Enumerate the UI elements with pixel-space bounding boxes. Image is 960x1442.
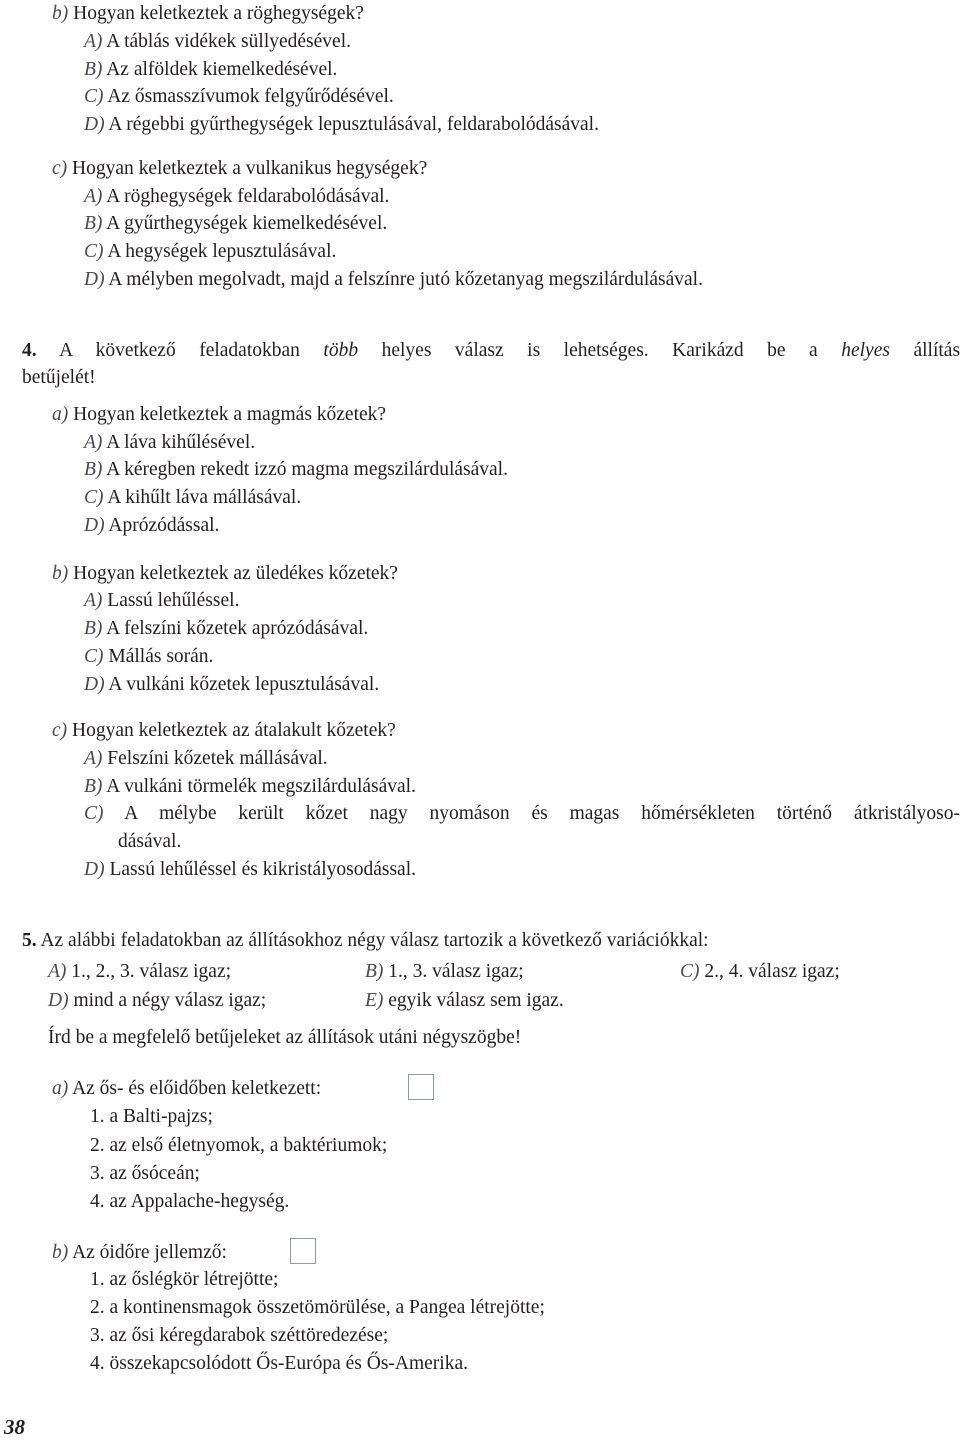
option-c-continuation: dásával. [118,831,182,852]
option-a[interactable]: A) A láva kihűlésével. [84,432,256,453]
sub-label: b) [52,563,69,584]
question-text: Hogyan keletkeztek a magmás kőzetek? [73,404,387,425]
option-a[interactable]: A) A táblás vidékek süllyedésével. [84,31,351,52]
question-4c [52,718,396,744]
option-a[interactable]: A) A röghegységek feldarabolódásával. [84,186,390,207]
list-item: 2. az első életnyomok, a baktériumok; [90,1135,388,1156]
question-number: 5. [22,930,37,951]
list-item: 1. az őslégkör létrejötte; [90,1269,279,1290]
list-item: 4. összekapcsolódott Ős-Európa és Ős-Amerika. [90,1353,468,1374]
sub-label: a) [52,1078,69,1099]
list-item: 4. az Appalache-hegység. [90,1191,290,1212]
sub-label: b) [52,3,69,24]
answer-key-e: E) egyik válasz sem igaz. [365,990,564,1011]
question-3c [52,156,427,182]
sub-label: c) [52,158,68,179]
question-text: Hogyan keletkeztek a vulkanikus hegységek? [72,158,428,179]
answer-key-b: B) 1., 3. válasz igaz; [365,961,524,982]
sub-label: a) [52,404,69,425]
option-c[interactable]: C) Mállás során. [84,646,214,667]
option-c[interactable]: C) A kihűlt láva mállásával. [84,487,302,508]
answer-key-c: C) 2., 4. válasz igaz; [680,961,840,982]
question-4-intro-line2: betűjelét! [22,367,96,388]
question-4-intro: 4. A következő feladatokban több helyes válasz is lehetséges. Karikázd be a helyes állítás [22,340,960,361]
option-a[interactable]: A) Lassú lehűléssel. [84,590,240,611]
option-d[interactable]: D) A vulkáni kőzetek lepusztulásával. [84,674,380,695]
question-text: Az ős- és előidőben keletkezett: [72,1078,322,1099]
option-b[interactable]: B) A felszíni kőzetek aprózódásával. [84,618,369,639]
option-c[interactable]: C) A mélybe került kőzet nagy nyomáson és magas hőmérsékleten történő átkristályoso- [84,803,960,824]
option-b[interactable]: B) A vulkáni törmelék megszilárdulásával. [84,776,416,797]
answer-key-a: A) 1., 2., 3. válasz igaz; [48,961,232,982]
question-text: Hogyan keletkeztek a röghegységek? [73,3,364,24]
answer-box-5a[interactable] [408,1074,434,1100]
option-d[interactable]: D) Lassú lehűléssel és kikristályosodással. [84,859,416,880]
option-b[interactable]: B) Az alföldek kiemelkedésével. [84,59,338,80]
question-text: Hogyan keletkeztek az üledékes kőzetek? [73,563,398,584]
option-d[interactable]: D) Aprózódással. [84,515,220,536]
question-text: Az óidőre jellemző: [72,1242,227,1263]
question-4b [52,561,398,587]
question-5-intro: 5. Az alábbi feladatokban az állításokhoz négy válasz tartozik a következő variációkkal: [22,930,709,951]
option-b[interactable]: B) A gyűrthegységek kiemelkedésével. [84,213,388,234]
answer-box-5b[interactable] [290,1238,316,1264]
list-item: 3. az ősi kéregdarabok széttöredezése; [90,1325,389,1346]
question-5a [52,1076,321,1102]
question-3b [52,1,364,27]
question-text: Hogyan keletkeztek az átalakult kőzetek? [72,720,396,741]
option-d[interactable]: D) A mélyben megolvadt, majd a felszínre jutó kőzetanyag megszilárdulásával. [84,269,703,290]
option-b[interactable]: B) A kéregben rekedt izzó magma megszilárdulásával. [84,459,508,480]
answer-key-d: D) mind a négy válasz igaz; [48,990,267,1011]
option-c[interactable]: C) Az ősmasszívumok felgyűrődésével. [84,86,394,107]
sub-label: c) [52,720,68,741]
list-item: 1. a Balti-pajzs; [90,1106,213,1127]
question-number: 4. [22,340,37,361]
option-c[interactable]: C) A hegységek lepusztulásával. [84,241,337,262]
page-number: 38 [4,1415,25,1439]
option-d[interactable]: D) A régebbi gyűrthegységek lepusztulásával, feldarabolódásával. [84,114,599,135]
question-4a [52,402,386,428]
question-5b [52,1240,227,1266]
list-item: 3. az ősóceán; [90,1163,200,1184]
instruction: Írd be a megfelelő betűjeleket az állítások utáni négyszögbe! [48,1027,522,1048]
option-a[interactable]: A) Felszíni kőzetek mállásával. [84,748,328,769]
list-item: 2. a kontinensmagok összetömörülése, a Pangea létrejötte; [90,1297,545,1318]
sub-label: b) [52,1242,69,1263]
